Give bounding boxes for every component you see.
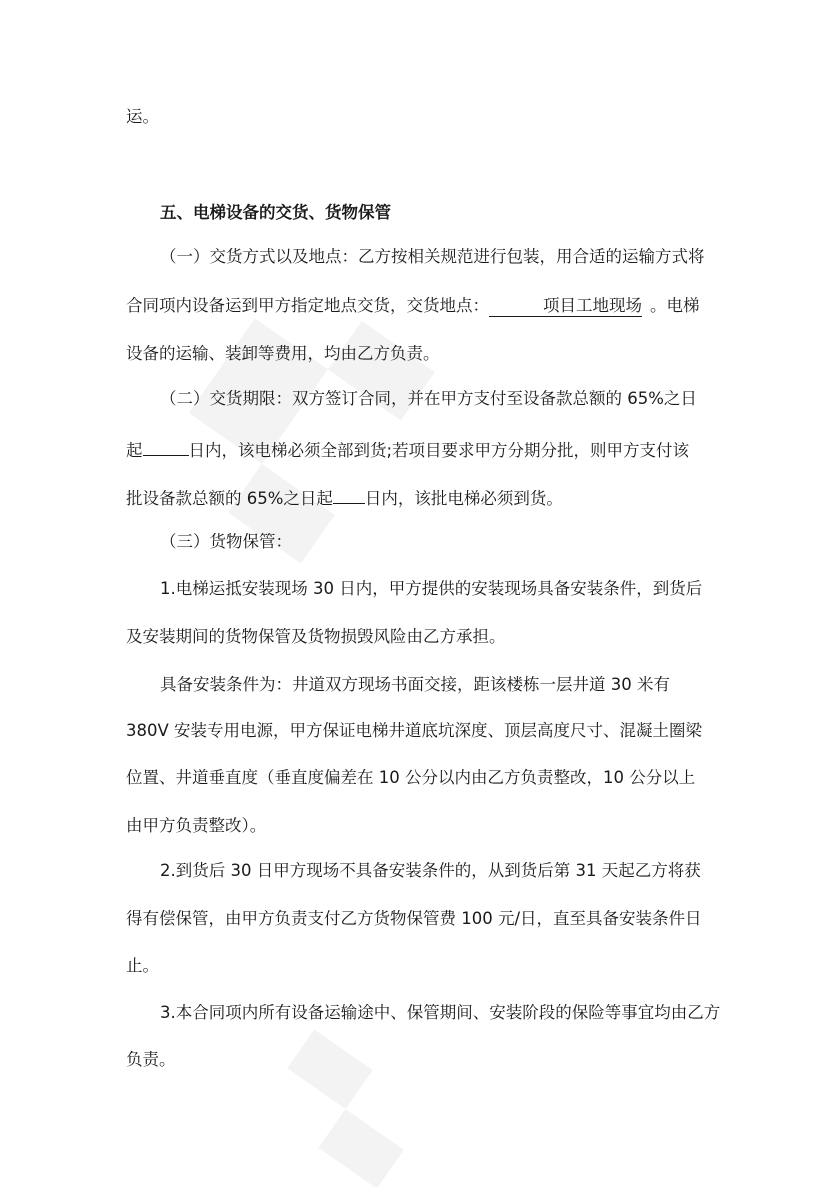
paragraph-line: 得有偿保管，由甲方负责支付乙方货物保管费 100 元/日，直至具备安装条件日 (126, 909, 702, 928)
paragraph-line: （三）货物保管： (160, 532, 292, 551)
paragraph-line: 位置、井道垂直度（垂直度偏差在 10 公分以内由乙方负责整改，10 公分以上 (126, 768, 696, 787)
paragraph-line: 2.到货后 30 日甲方现场不具备安装条件的，从到货后第 31 天起乙方将获 (160, 861, 701, 880)
section-heading: 五、电梯设备的交货、货物保管 (160, 203, 391, 222)
paragraph-line: 设备的运输、装卸等费用，均由乙方负责。 (126, 344, 440, 363)
paragraph-line: 运。 (126, 107, 159, 126)
paragraph-line: 负责。 (126, 1050, 176, 1069)
paragraph-line: 1.电梯运抵安装现场 30 日内，甲方提供的安装现场具备安装条件，到货后 (160, 579, 703, 598)
delivery-location-field: 项目工地现场 (489, 296, 642, 317)
batch-days-blank (333, 485, 365, 504)
paragraph-line: （二）交货期限：双方签订合同，并在甲方支付至设备款总额的 65%之日 (160, 389, 697, 408)
paragraph-line: 合同项内设备运到甲方指定地点交货，交货地点： 项目工地现场 。电梯 (126, 296, 700, 315)
paragraph-line: 起 日内，该电梯必须全部到货;若项目要求甲方分期分批，则甲方支付该 (126, 437, 689, 462)
paragraph-line: 3.本合同项内所有设备运输途中、保管期间、安装阶段的保险等事宜均由乙方 (160, 1003, 721, 1022)
paragraph-line: 批设备款总额的 65%之日起 日内，该批电梯必须到货。 (126, 485, 563, 510)
paragraph-line: 及安装期间的货物保管及货物损毁风险由乙方承担。 (126, 627, 506, 646)
delivery-days-blank (143, 437, 189, 456)
paragraph-line: 由甲方负责整改）。 (126, 816, 267, 835)
watermark (263, 1032, 430, 1187)
paragraph-line: （一）交货方式以及地点：乙方按相关规范进行包装，用合适的运输方式将 (160, 247, 705, 266)
paragraph-line: 止。 (126, 956, 159, 975)
paragraph-line: 具备安装条件为：井道双方现场书面交接，距该楼栋一层井道 30 米有 (160, 675, 670, 694)
paragraph-line: 380V 安装专用电源，甲方保证电梯井道底坑深度、顶层高度尺寸、混凝土圈梁 (126, 721, 703, 740)
